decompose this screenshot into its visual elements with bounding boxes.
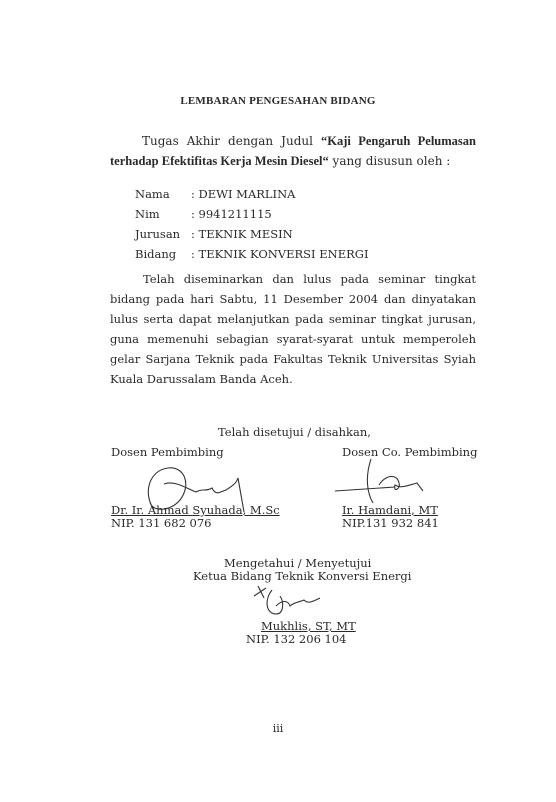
student-value: : TEKNIK MESIN — [191, 227, 293, 241]
intro-suffix: yang disusun oleh : — [332, 154, 451, 168]
co-supervisor-name: Ir. Hamdani, MT — [342, 503, 438, 517]
intro-prefix: Tugas Akhir dengan Judul — [142, 134, 313, 148]
student-row-department — [135, 224, 369, 244]
approval-heading: Telah disetujui / disahkan, — [218, 425, 371, 439]
seminar-paragraph — [110, 269, 476, 389]
supervisor-role: Dosen Pembimbing — [111, 445, 224, 459]
student-label: Bidang — [135, 247, 177, 261]
student-value: : DEWI MARLINA — [191, 187, 296, 201]
student-label: Nim — [135, 207, 160, 221]
supervisor-name: Dr. Ir. Ahmad Syuhada, M.Sc — [111, 503, 280, 517]
student-label: Jurusan — [135, 227, 181, 241]
student-value: : TEKNIK KONVERSI ENERGI — [191, 247, 369, 261]
acknowledgement-line-2: Ketua Bidang Teknik Konversi Energi — [193, 569, 412, 583]
student-info — [135, 184, 369, 264]
co-supervisor-role: Dosen Co. Pembimbing — [342, 445, 478, 459]
head-name: Mukhlis, ST, MT — [261, 619, 356, 633]
intro-line-1 — [110, 131, 476, 151]
student-row-name — [135, 184, 369, 204]
co-supervisor-nip: NIP.131 932 841 — [342, 516, 439, 530]
seminar-text: Telah diseminarkan dan lulus pada seminar tingkat bidang pada hari Sabtu, 11 Desember 2004 dan dinyatakan lulus serta dapat melanjutkan pada seminar tingkat jurusan, guna memenuhi sebagian syarat-syarat untuk memperoleh gelar Sarjana Teknik pada Fakultas Teknik Universitas Syiah Kuala Darussalam Banda Aceh. — [110, 272, 476, 386]
student-label: Nama — [135, 187, 170, 201]
head-signature — [250, 580, 330, 622]
page-number: iii — [272, 722, 284, 735]
head-nip: NIP. 132 206 104 — [246, 632, 347, 646]
student-row-field — [135, 244, 369, 264]
page-title: LEMBARAN PENGESAHAN BIDANG — [180, 95, 376, 107]
thesis-title-part-2: terhadap Efektifitas Kerja Mesin Diesel“ — [110, 154, 329, 168]
thesis-title-part-1: “Kaji Pengaruh Pelumasan — [321, 134, 476, 148]
acknowledgement-line-1: Mengetahui / Menyetujui — [224, 556, 372, 570]
student-row-nim — [135, 204, 369, 224]
supervisor-nip: NIP. 131 682 076 — [111, 516, 212, 530]
intro-paragraph — [110, 131, 476, 171]
student-value: : 9941211115 — [191, 207, 272, 221]
